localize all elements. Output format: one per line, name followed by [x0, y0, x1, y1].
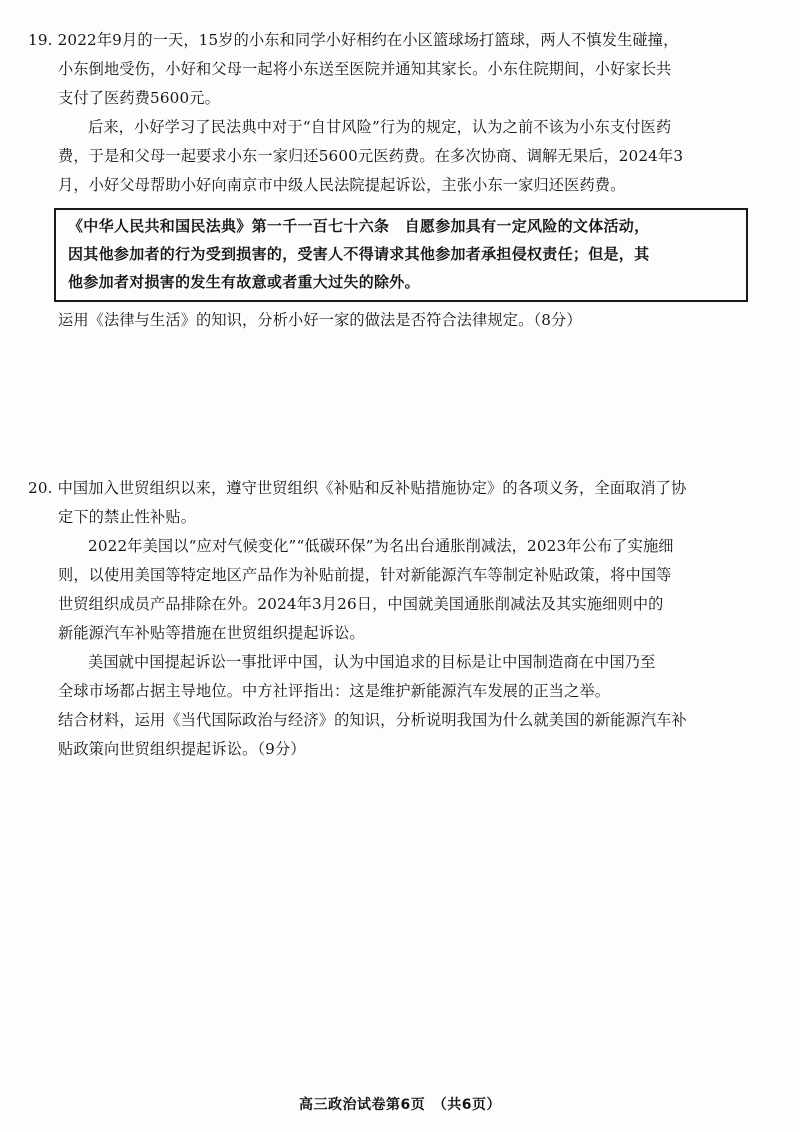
question-20-line-2: 定下的禁止性补贴。 — [58, 508, 197, 526]
question-19 — [28, 26, 760, 335]
question-20-task-line-1: 结合材料，运用《当代国际政治与经济》的知识，分析说明我国为什么就美国的新能源汽车补 — [58, 711, 687, 729]
question-19-line-4: 后来，小好学习了民法典中对于“自甘风险”行为的规定，认为之前不该为小东支付医药 — [88, 118, 672, 136]
question-19-line-1: 19. 2022年9月的一天，15岁的小东和同学小好相约在小区篮球场打篮球，两人不慎发生碰撞， — [28, 31, 679, 49]
question-19-line-2: 小东倒地受伤，小好和父母一起将小东送至医院并通知其家长。小东住院期间，小好家长共 — [58, 60, 672, 78]
page-number-label: 高三政治试卷第6页 （共6页） — [299, 1097, 501, 1113]
question-19-task: 运用《法律与生活》的知识，分析小好一家的做法是否符合法律规定。（8分） — [58, 311, 582, 329]
question-20-line-1: 20. 中国加入世贸组织以来，遵守世贸组织《补贴和反补贴措施协定》的各项义务，全面取消了协 — [28, 479, 687, 497]
question-20-line-6: 新能源汽车补贴等措施在世贸组织提起诉讼。 — [58, 624, 365, 642]
question-20-line-3: 2022年美国以“应对气候变化”“低碳环保”为名出台通胀削减法，2023年公布了实施细 — [88, 537, 674, 555]
law-box-line-2: 因其他参加者的行为受到损害的，受害人不得请求其他参加者承担侵权责任；但是，其 — [68, 245, 650, 263]
question-19-line-3: 支付了医药费5600元。 — [58, 89, 220, 107]
page-footer — [0, 1094, 800, 1114]
question-19-line-5: 费，于是和父母一起要求小东一家归还5600元医药费。在多次协商、调解无果后，2024年3 — [58, 147, 684, 165]
question-20-line-4: 则，以使用美国等特定地区产品作为补贴前提，针对新能源汽车等制定补贴政策，将中国等 — [58, 566, 672, 584]
question-19-line-6: 月，小好父母帮助小好向南京市中级人民法院提起诉讼，主张小东一家归还医药费。 — [58, 176, 626, 194]
question-20-line-8: 全球市场都占据主导地位。中方社评指出：这是维护新能源汽车发展的正当之举。 — [58, 682, 611, 700]
question-20-task-line-2: 贴政策向世贸组织提起诉讼。（9分） — [58, 740, 306, 758]
civil-code-article-box — [54, 208, 748, 302]
question-20-line-7: 美国就中国提起诉讼一事批评中国，认为中国追求的目标是让中国制造商在中国乃至 — [88, 653, 656, 671]
law-box-line-1: 《中华人民共和国民法典》第一千一百七十六条 自愿参加具有一定风险的文体活动， — [68, 217, 650, 235]
question-20 — [28, 474, 760, 764]
question-20-line-5: 世贸组织成员产品排除在外。2024年3月26日，中国就美国通胀削减法及其实施细则中的 — [58, 595, 664, 613]
law-box-line-3: 他参加者对损害的发生有故意或者重大过失的除外。 — [68, 273, 420, 291]
